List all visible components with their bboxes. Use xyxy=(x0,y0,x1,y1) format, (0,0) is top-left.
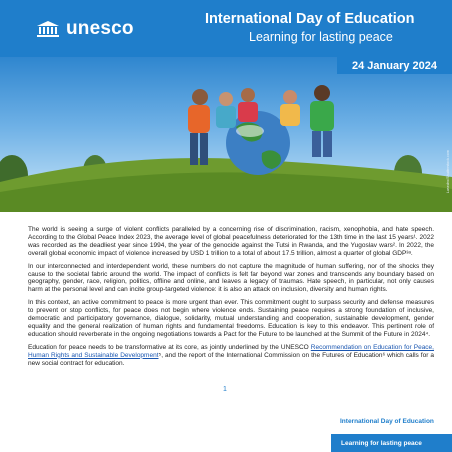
unesco-temple-icon xyxy=(36,20,60,38)
photo-credit: Lasedro/Shutterstock.com xyxy=(446,150,450,194)
logo-text: unesco xyxy=(66,17,134,39)
header-banner xyxy=(0,0,452,57)
page-title: International Day of Education xyxy=(205,11,415,27)
page-number: 1 xyxy=(223,386,227,393)
paragraph-4-start: Education for peace needs to be transformative at its core, as jointly underlined by the UNESCO xyxy=(28,343,311,351)
paragraph-4-end: ⁵, and the report of the International Commission on the Futures of Education⁶ which calls for a new social contract for education. xyxy=(28,351,434,367)
paragraph-2: In our interconnected and interdependent world, these numbers do not capture the magnitude of human suffering, nor of the shocks they cause to the societal fabric around the world. The impact of conflicts is felt far beyond war zones and transcends any boundary based on geography, gender, race, religion, politics, offline and online, and leaves a legacy of traumas. Hate speech, in particular, not only causes harm at the personal level and can incite group-targeted violence: it is also an attack on inclusion, diversity and human rights. xyxy=(28,262,434,294)
paragraph-4 xyxy=(28,344,434,368)
paragraph-1: The world is seeing a surge of violent conflicts paralleled by a concerning rise of discrimination, racism, xenophobia, and hate speech. According to the Global Peace Index 2023, the average level of global peacefulness deteriorated for the 13th time in the last 15 years¹. 2022 was recorded as the deadliest year since 1994, the year of the genocide against the Tutsi in Rwanda, and the Yugoslav wars². In 2022, the overall global economic impact of violence increased by USD 1 trillion to a total of about 17.5 trillion, almost a quarter of global GDP³ᵃ. xyxy=(28,226,434,257)
article-body xyxy=(28,226,434,373)
unesco-logo[interactable] xyxy=(0,0,139,57)
page-subtitle: Learning for lasting peace xyxy=(249,30,393,44)
footer-subtitle: Learning for lasting peace xyxy=(341,439,422,447)
date-badge: 24 January 2024 xyxy=(337,57,452,74)
footer-subtitle-bar xyxy=(331,434,452,452)
paragraph-3: In this context, an active commitment to peace is more urgent than ever. This commitment ought to surpass security and defense measures to prevent or stop conflicts, for peace does not begin where violence ends. Sustaining peace requires a strong foundation of inclusive, democratic and participatory governance, dialogue, solidarity, mutual understanding and cooperation, sustainable development, gender equality and the general realization of human rights and fundamental freedoms. Education is key to this endeavor. This pertinent role of education should reverberate in the ongoing negotiations towards a Pact for the Future to be launched at the Summit of the Future in 2024⁴. xyxy=(28,299,434,338)
footer-title: International Day of Education xyxy=(340,418,434,425)
hero-photo xyxy=(0,57,452,212)
hero-illustration xyxy=(0,57,452,212)
recommendation-link[interactable]: Recommendation on Education for Peace, Human Rights and Sustainable Development xyxy=(28,343,434,359)
